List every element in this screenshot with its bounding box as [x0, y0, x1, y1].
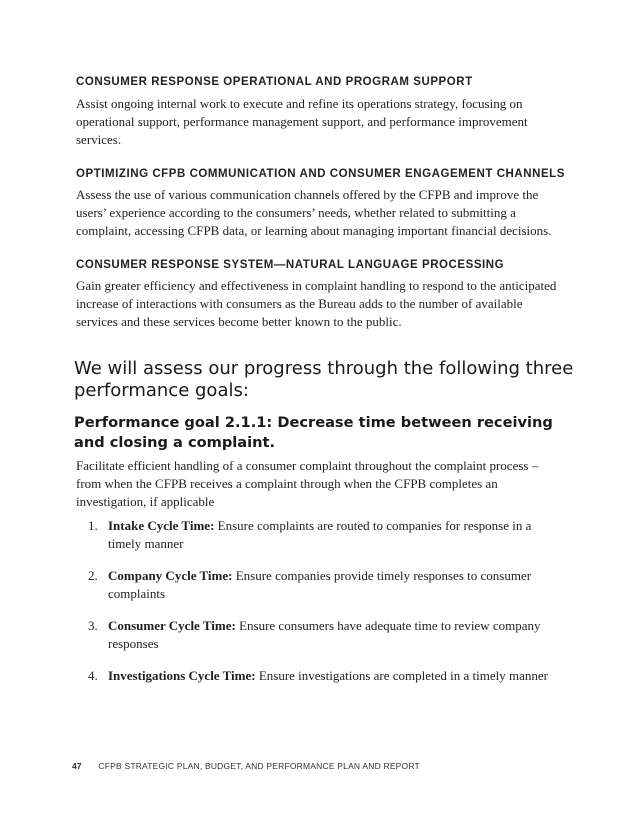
performance-goal-title: Decrease time between receiving and closing a complaint. [74, 414, 553, 451]
list-text: Ensure complaints are routed to companies for response in a timely manner [108, 518, 532, 551]
list-text: Ensure companies provide timely responses to consumer complaints [108, 568, 532, 601]
performance-goal-description: Facilitate efficient handling of a consumer complaint throughout the complaint process – from when the CFPB receives a complaint through when the CFPB completes an investigation, if applicable [76, 458, 539, 509]
list-number: 2. [88, 568, 98, 583]
list-term: Company Cycle Time: [108, 568, 233, 583]
section-body: Assess the use of various communication channels offered by the CFPB and improve the users’ experience according to the consumers’ needs, whether related to submitting a complaint, accessing CFPB data, or learning about managing important financial decisions. [76, 187, 552, 238]
section-body: Gain greater efficiency and effectiveness in complaint handling to respond to the anticipated increase of interactions with consumers as the Bureau adds to the number of available services and these services become better known to the public. [76, 278, 557, 329]
section-heading: CONSUMER RESPONSE OPERATIONAL AND PROGRAM SUPPORT [76, 76, 473, 88]
page-number: 47 [72, 761, 82, 771]
list-number: 4. [88, 668, 98, 683]
list-item [76, 567, 566, 603]
cycle-time-list [76, 517, 566, 685]
section-heading: CONSUMER RESPONSE SYSTEM—NATURAL LANGUAGE PROCESSING [76, 259, 505, 271]
list-term: Consumer Cycle Time: [108, 618, 236, 633]
list-number: 1. [88, 518, 98, 533]
list-term: Intake Cycle Time: [108, 518, 215, 533]
section-body: Assist ongoing internal work to execute and refine its operations strategy, focusing on operational support, performance management support, and performance improvement services. [76, 96, 528, 147]
footer-title: CFPB STRATEGIC PLAN, BUDGET, AND PERFORMANCE PLAN AND REPORT [98, 761, 420, 771]
page-footer [72, 761, 572, 771]
list-item [76, 517, 566, 553]
list-text: Ensure investigations are completed in a timely manner [258, 668, 548, 683]
section-heading: OPTIMIZING CFPB COMMUNICATION AND CONSUMER ENGAGEMENT CHANNELS [76, 168, 565, 180]
list-term: Investigations Cycle Time: [108, 668, 256, 683]
list-item [76, 667, 566, 685]
progress-heading: We will assess our progress through the following three performance goals: [74, 358, 574, 401]
list-item [76, 617, 566, 653]
performance-goal-heading [74, 413, 574, 453]
list-number: 3. [88, 618, 98, 633]
list-text: Ensure consumers have adequate time to review company responses [108, 618, 541, 651]
performance-goal-label: Performance goal 2.1.1: [74, 414, 273, 431]
